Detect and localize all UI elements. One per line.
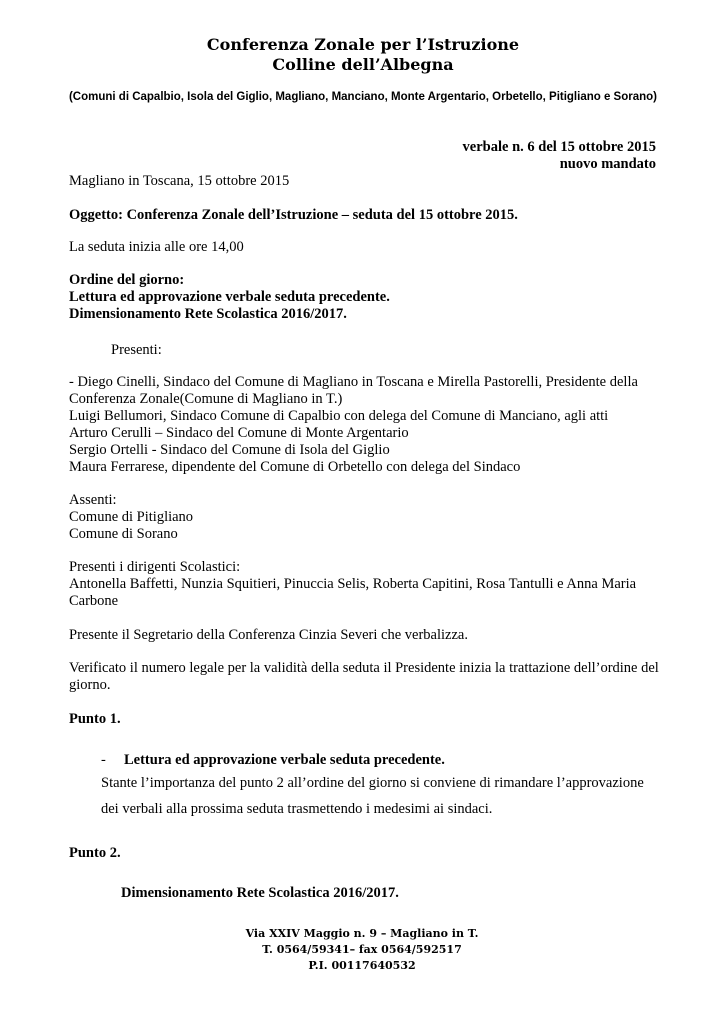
agenda-title: Ordine del giorno: — [69, 272, 185, 288]
present-item-1: - Diego Cinelli, Sindaco del Comune di Magliano in Toscana e Mirella Pastorelli, Presidente della Conferenza Zonale(Comune di Magliano in T.) — [69, 374, 638, 407]
quorum: Verificato il numero legale per la validità della seduta il Presidente inizia la trattazione dell’ordine del giorno. — [69, 660, 659, 693]
punto2-title: Punto 2. — [69, 845, 121, 861]
directors-label: Presenti i dirigenti Scolastici: — [69, 559, 241, 575]
punto1-dash: - — [101, 752, 106, 768]
present-item-5: Maura Ferrarese, dipendente del Comune di Orbetello con delega del Sindaco — [69, 459, 521, 475]
absent-label: Assenti: — [69, 492, 117, 508]
present-label: Presenti: — [111, 342, 162, 358]
secretary: Presente il Segretario della Conferenza Cinzia Severi che verbalizza. — [69, 627, 468, 643]
punto1-title: Punto 1. — [69, 711, 121, 727]
agenda-item-2: Dimensionamento Rete Scolastica 2016/2017. — [69, 306, 347, 322]
verbale-number: verbale n. 6 del 15 ottobre 2015 — [462, 139, 656, 155]
subject: Oggetto: Conferenza Zonale dell’Istruzione – seduta del 15 ottobre 2015. — [69, 207, 518, 223]
header-subtitle: Colline dell’Albegna — [272, 55, 454, 74]
footer-phone: T. 0564/59341– fax 0564/592517 — [262, 943, 462, 956]
punto2-heading: Dimensionamento Rete Scolastica 2016/2017. — [121, 885, 399, 901]
present-item-4: Sergio Ortelli - Sindaco del Comune di Isola del Giglio — [69, 442, 390, 458]
header-comuni: (Comuni di Capalbio, Isola del Giglio, Magliano, Manciano, Monte Argentario, Orbetello, Pitigliano e Sorano) — [68, 91, 658, 103]
punto1-text: Stante l’importanza del punto 2 all’ordine del giorno si conviene di rimandare l’approvazione dei verbali alla prossima seduta trasmettendo i medesimi ai sindaci. — [101, 775, 644, 817]
agenda-item-1: Lettura ed approvazione verbale seduta precedente. — [69, 289, 390, 305]
present-item-2: Luigi Bellumori, Sindaco Comune di Capalbio con delega del Comune di Manciano, agli atti — [69, 408, 609, 424]
present-item-3: Arturo Cerulli – Sindaco del Comune di Monte Argentario — [69, 425, 409, 441]
place-date: Magliano in Toscana, 15 ottobre 2015 — [69, 173, 290, 189]
start-time: La seduta inizia alle ore 14,00 — [69, 239, 244, 255]
footer-address: Via XXIV Maggio n. 9 – Magliano in T. — [245, 927, 479, 940]
verbale-mandate: nuovo mandato — [559, 156, 656, 172]
punto1-heading: Lettura ed approvazione verbale seduta precedente. — [124, 752, 445, 768]
header-title: Conferenza Zonale per l’Istruzione — [206, 35, 520, 54]
directors-names: Antonella Baffetti, Nunzia Squitieri, Pinuccia Selis, Roberta Capitini, Rosa Tantulli e Anna Maria Carbone — [69, 576, 637, 609]
footer-vat: P.I. 00117640532 — [308, 959, 416, 972]
absent-item-1: Comune di Pitigliano — [69, 509, 194, 525]
absent-item-2: Comune di Sorano — [69, 526, 178, 542]
